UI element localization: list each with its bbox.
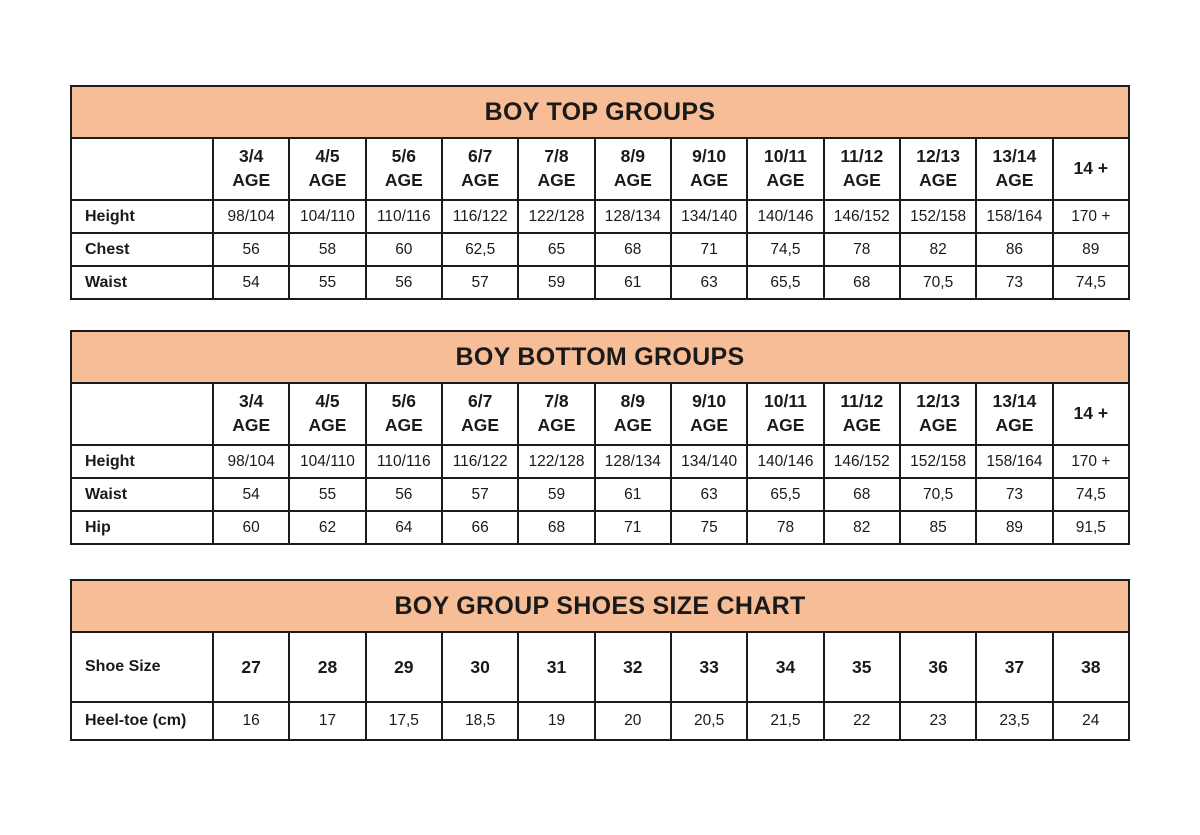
table-row	[71, 632, 1129, 702]
size-value-cell: 62	[289, 511, 365, 544]
age-column-header-last: 14 +	[1053, 383, 1129, 445]
age-range-label: 6/7	[467, 391, 493, 412]
age-column-header	[213, 138, 289, 200]
age-word-label: AGE	[232, 415, 271, 435]
size-value-cell: 58	[289, 233, 365, 266]
size-value-cell: 104/110	[289, 200, 365, 233]
row-label: Height	[71, 200, 213, 233]
size-value-cell: 71	[595, 511, 671, 544]
size-value-cell: 27	[213, 632, 289, 702]
age-word-label: AGE	[842, 415, 881, 435]
size-value-cell: 85	[900, 511, 976, 544]
age-word-label: AGE	[690, 415, 729, 435]
size-value-cell: 71	[671, 233, 747, 266]
age-column-header	[976, 383, 1052, 445]
age-word-label: AGE	[384, 415, 423, 435]
boy-bottom-groups-table	[70, 330, 1130, 545]
age-range-label: 9/10	[692, 146, 727, 167]
table-title: BOY BOTTOM GROUPS	[71, 331, 1129, 383]
size-value-cell: 75	[671, 511, 747, 544]
size-value-cell: 63	[671, 478, 747, 511]
size-value-cell: 17,5	[366, 702, 442, 740]
age-word-label: AGE	[842, 170, 881, 190]
age-column-header	[442, 383, 518, 445]
size-value-cell: 140/146	[747, 200, 823, 233]
size-value-cell: 18,5	[442, 702, 518, 740]
size-value-cell: 36	[900, 632, 976, 702]
size-value-cell: 17	[289, 702, 365, 740]
size-value-cell: 74,5	[1053, 478, 1129, 511]
age-column-header	[518, 383, 594, 445]
size-value-cell: 63	[671, 266, 747, 299]
size-value-cell: 134/140	[671, 445, 747, 478]
size-value-cell: 31	[518, 632, 594, 702]
size-value-cell: 134/140	[671, 200, 747, 233]
age-range-label: 13/14	[992, 391, 1037, 412]
size-value-cell: 60	[366, 233, 442, 266]
table-title: BOY TOP GROUPS	[71, 86, 1129, 138]
table-row	[71, 233, 1129, 266]
size-value-cell: 158/164	[976, 200, 1052, 233]
age-word-label: AGE	[613, 170, 652, 190]
age-column-header	[366, 138, 442, 200]
age-column-header	[289, 383, 365, 445]
age-word-label: AGE	[766, 170, 805, 190]
size-value-cell: 61	[595, 478, 671, 511]
size-value-cell: 28	[289, 632, 365, 702]
size-value-cell: 65,5	[747, 266, 823, 299]
size-value-cell: 122/128	[518, 200, 594, 233]
size-value-cell: 86	[976, 233, 1052, 266]
age-range-label: 3/4	[239, 146, 264, 167]
size-value-cell: 30	[442, 632, 518, 702]
size-value-cell: 104/110	[289, 445, 365, 478]
age-range-label: 7/8	[544, 391, 569, 412]
size-value-cell: 128/134	[595, 200, 671, 233]
size-value-cell: 59	[518, 266, 594, 299]
age-column-header	[671, 138, 747, 200]
size-value-cell: 146/152	[824, 200, 900, 233]
size-value-cell: 64	[366, 511, 442, 544]
age-column-header	[595, 138, 671, 200]
size-value-cell: 68	[824, 478, 900, 511]
size-value-cell: 54	[213, 266, 289, 299]
boy-top-groups-table	[70, 85, 1130, 300]
age-column-header	[289, 138, 365, 200]
size-value-cell: 74,5	[1053, 266, 1129, 299]
size-value-cell: 66	[442, 511, 518, 544]
age-range-label: 8/9	[620, 391, 645, 412]
row-label: Chest	[71, 233, 213, 266]
age-range-label: 10/11	[764, 391, 807, 412]
age-word-label: AGE	[232, 170, 271, 190]
size-value-cell: 38	[1053, 632, 1129, 702]
size-value-cell: 21,5	[747, 702, 823, 740]
size-value-cell: 56	[366, 266, 442, 299]
size-value-cell: 54	[213, 478, 289, 511]
size-value-cell: 78	[824, 233, 900, 266]
size-value-cell: 19	[518, 702, 594, 740]
age-word-label: AGE	[308, 415, 347, 435]
age-column-header	[747, 138, 823, 200]
boy-shoes-size-table	[70, 579, 1130, 741]
age-word-label: AGE	[919, 170, 958, 190]
row-label: Waist	[71, 266, 213, 299]
table-row	[71, 200, 1129, 233]
size-value-cell: 110/116	[366, 445, 442, 478]
size-value-cell: 170 +	[1053, 445, 1129, 478]
age-range-label: 7/8	[544, 146, 569, 167]
size-value-cell: 152/158	[900, 445, 976, 478]
age-word-label: AGE	[690, 170, 729, 190]
age-range-label: 11/12	[840, 391, 884, 412]
size-value-cell: 37	[976, 632, 1052, 702]
age-word-label: AGE	[613, 415, 652, 435]
size-value-cell: 35	[824, 632, 900, 702]
age-column-header	[747, 383, 823, 445]
size-value-cell: 23	[900, 702, 976, 740]
boy-top-groups-grid	[70, 85, 1130, 300]
size-value-cell: 70,5	[900, 478, 976, 511]
size-value-cell: 62,5	[442, 233, 518, 266]
size-value-cell: 116/122	[442, 200, 518, 233]
size-value-cell: 57	[442, 266, 518, 299]
size-value-cell: 29	[366, 632, 442, 702]
row-label: Waist	[71, 478, 213, 511]
age-range-label: 6/7	[467, 146, 493, 167]
age-word-label: AGE	[461, 170, 500, 190]
size-value-cell: 98/104	[213, 445, 289, 478]
size-value-cell: 60	[213, 511, 289, 544]
size-value-cell: 65	[518, 233, 594, 266]
corner-cell	[71, 383, 213, 445]
size-value-cell: 59	[518, 478, 594, 511]
age-word-label: AGE	[461, 415, 500, 435]
size-value-cell: 82	[900, 233, 976, 266]
age-column-header	[824, 383, 900, 445]
age-column-header	[900, 383, 976, 445]
age-word-label: AGE	[919, 415, 958, 435]
age-range-label: 8/9	[620, 146, 645, 167]
boy-shoes-size-chart-grid	[70, 579, 1130, 741]
size-value-cell: 70,5	[900, 266, 976, 299]
boy-bottom-groups-grid	[70, 330, 1130, 545]
size-value-cell: 56	[366, 478, 442, 511]
age-word-label: AGE	[308, 170, 347, 190]
size-value-cell: 68	[824, 266, 900, 299]
age-range-label: 3/4	[239, 391, 264, 412]
size-value-cell: 20,5	[671, 702, 747, 740]
size-value-cell: 55	[289, 478, 365, 511]
row-label: Hip	[71, 511, 213, 544]
size-value-cell: 140/146	[747, 445, 823, 478]
age-column-header-last: 14 +	[1053, 138, 1129, 200]
age-column-header	[976, 138, 1052, 200]
size-value-cell: 78	[747, 511, 823, 544]
size-value-cell: 55	[289, 266, 365, 299]
size-value-cell: 57	[442, 478, 518, 511]
age-word-label: AGE	[995, 170, 1034, 190]
size-value-cell: 61	[595, 266, 671, 299]
size-value-cell: 24	[1053, 702, 1129, 740]
size-value-cell: 68	[518, 511, 594, 544]
size-value-cell: 128/134	[595, 445, 671, 478]
row-label: Height	[71, 445, 213, 478]
size-value-cell: 146/152	[824, 445, 900, 478]
size-value-cell: 89	[976, 511, 1052, 544]
size-value-cell: 152/158	[900, 200, 976, 233]
age-column-header	[824, 138, 900, 200]
table-row	[71, 266, 1129, 299]
size-value-cell: 116/122	[442, 445, 518, 478]
size-value-cell: 73	[976, 266, 1052, 299]
size-value-cell: 34	[747, 632, 823, 702]
size-value-cell: 158/164	[976, 445, 1052, 478]
age-column-header	[366, 383, 442, 445]
size-value-cell: 170 +	[1053, 200, 1129, 233]
size-value-cell: 56	[213, 233, 289, 266]
row-label: Heel-toe (cm)	[71, 702, 213, 740]
age-word-label: AGE	[384, 170, 423, 190]
age-range-label: 10/11	[764, 146, 807, 167]
table-row	[71, 445, 1129, 478]
size-value-cell: 16	[213, 702, 289, 740]
age-range-label: 12/13	[916, 146, 961, 167]
size-value-cell: 110/116	[366, 200, 442, 233]
size-value-cell: 89	[1053, 233, 1129, 266]
age-word-label: AGE	[537, 170, 576, 190]
table-row	[71, 702, 1129, 740]
size-value-cell: 122/128	[518, 445, 594, 478]
size-value-cell: 73	[976, 478, 1052, 511]
size-value-cell: 23,5	[976, 702, 1052, 740]
size-value-cell: 82	[824, 511, 900, 544]
size-value-cell: 98/104	[213, 200, 289, 233]
age-column-header	[518, 138, 594, 200]
size-value-cell: 74,5	[747, 233, 823, 266]
size-value-cell: 22	[824, 702, 900, 740]
size-value-cell: 20	[595, 702, 671, 740]
row-label: Shoe Size	[71, 632, 213, 702]
age-range-label: 5/6	[391, 391, 416, 412]
age-range-label: 13/14	[992, 146, 1037, 167]
age-column-header	[213, 383, 289, 445]
age-column-header	[900, 138, 976, 200]
age-range-label: 11/12	[840, 146, 884, 167]
size-value-cell: 65,5	[747, 478, 823, 511]
corner-cell	[71, 138, 213, 200]
age-range-label: 4/5	[315, 391, 340, 412]
table-title: BOY GROUP SHOES SIZE CHART	[71, 580, 1129, 632]
size-value-cell: 68	[595, 233, 671, 266]
age-word-label: AGE	[537, 415, 576, 435]
size-value-cell: 32	[595, 632, 671, 702]
age-column-header	[671, 383, 747, 445]
age-column-header	[442, 138, 518, 200]
size-value-cell: 91,5	[1053, 511, 1129, 544]
age-range-label: 12/13	[916, 391, 961, 412]
size-value-cell: 33	[671, 632, 747, 702]
table-row	[71, 511, 1129, 544]
age-word-label: AGE	[766, 415, 805, 435]
age-column-header	[595, 383, 671, 445]
age-range-label: 9/10	[692, 391, 727, 412]
table-row	[71, 478, 1129, 511]
age-word-label: AGE	[995, 415, 1034, 435]
age-range-label: 4/5	[315, 146, 340, 167]
age-range-label: 5/6	[391, 146, 416, 167]
